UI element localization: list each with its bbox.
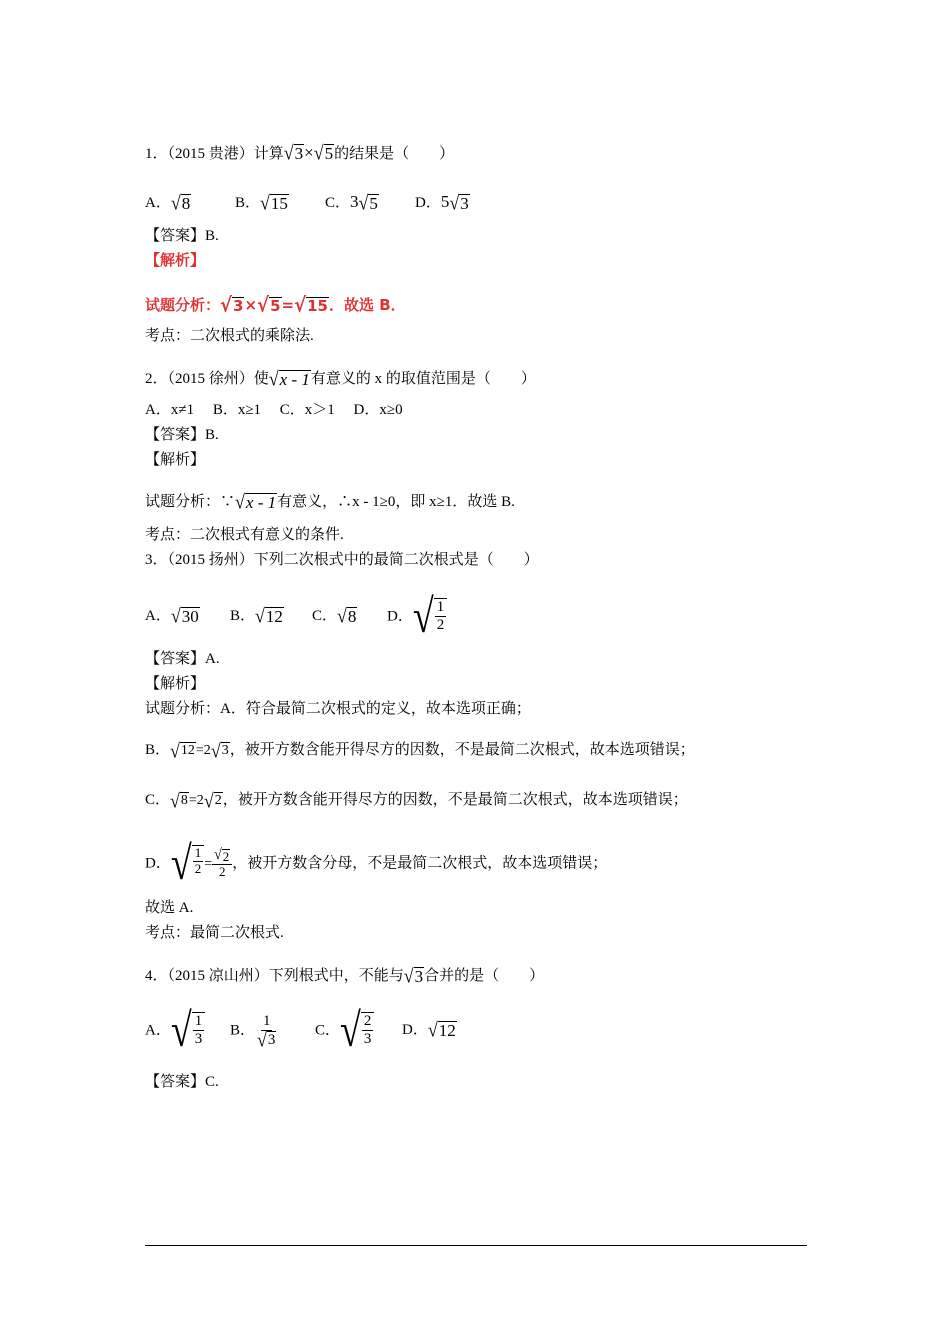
q4-option-d: D． √ 12 <box>402 1019 456 1042</box>
q1-option-d: D．5 √ 3 <box>415 191 469 214</box>
q4-stem: 4．（2015 凉山州）下列根式中，不能与 √ 3 合并的是（ ） <box>145 964 545 987</box>
q1-option-a: A． √ 8 <box>145 191 191 214</box>
q3-analysis-c: C． √ 8 =2 √ 2 ，被开方数含能开得尽方的因数，不是最简二次根式，故本选项错误； <box>145 789 688 812</box>
q3-answer: 【答案】A. <box>145 651 220 667</box>
q1-options <box>145 192 470 213</box>
footer-rule <box>145 1245 807 1246</box>
q3-analysis-d: D． √ $\frac{1}{2}$ = √ 2 2 ，被开方数含分母，不是最简二次根式，故本选项错误； <box>145 837 608 891</box>
q2-kaodian: 考点：二次根式有意义的条件. <box>145 527 344 543</box>
q3-option-c: C． √ 8 <box>312 605 357 628</box>
q3-kaodian: 考点：最简二次根式. <box>145 925 284 941</box>
q2-analysis: 试题分析：∵ √ x - 1 有意义，∴x - 1≥0，即 x≥1．故选 B. <box>145 490 515 513</box>
q3-options <box>145 590 447 644</box>
q3-conclusion: 故选 A. <box>145 900 194 916</box>
q3-analysis-b: B． √ 12 =2 √ 3 ，被开方数含能开得尽方的因数，不是最简二次根式，故本选项错误； <box>145 739 695 762</box>
q1-option-b: B． √ 15 <box>235 191 288 214</box>
q1-analysis-label: 【解析】 <box>145 251 206 269</box>
q1-stem: 1．（2015 贵港）计算 √ 3 × √ 5 的结果是（ ） <box>145 142 455 165</box>
q1-option-c: C．3 √ 5 <box>325 191 378 214</box>
q3-option-d: D． √ $\frac{1}{2}$ <box>387 598 447 636</box>
q1-analysis: 试题分析： √ 3 × √ 5 = √ 15 ．故选 B． <box>145 293 406 317</box>
q3-analysis-line1: 试题分析：A．符合最简二次根式的定义，故本选项正确； <box>145 701 531 717</box>
q1-answer: 【答案】B. <box>145 228 219 244</box>
q2-options: A．x≠1 B．x≥1 C．x＞1 D．x≥0 <box>145 402 403 418</box>
q1-expr: √ 3 × √ 5 <box>283 142 334 165</box>
q3-analysis-label: 【解析】 <box>145 676 206 692</box>
q4-option-a: A． √ $\frac{1}{3}$ <box>145 1012 230 1050</box>
q4-options <box>145 1004 457 1058</box>
q2-analysis-label: 【解析】 <box>145 452 206 468</box>
q1-kaodian: 考点：二次根式的乘除法. <box>145 328 314 344</box>
q3-option-a: A． √ 30 <box>145 605 199 628</box>
q3-option-b: B． √ 12 <box>230 605 283 628</box>
q2-stem: 2．（2015 徐州）使 √ x - 1 有意义的 x 的取值范围是（ ） <box>145 367 536 390</box>
q4-option-c: C． √ $\frac{2}{3}$ <box>315 1012 402 1050</box>
q4-answer: 【答案】C. <box>145 1074 219 1090</box>
q2-answer: 【答案】B. <box>145 427 219 443</box>
q4-option-b: B． 1 √ 3 <box>230 1012 276 1052</box>
q3-stem: 3．（2015 扬州）下列二次根式中的最简二次根式是（ ） <box>145 552 539 568</box>
